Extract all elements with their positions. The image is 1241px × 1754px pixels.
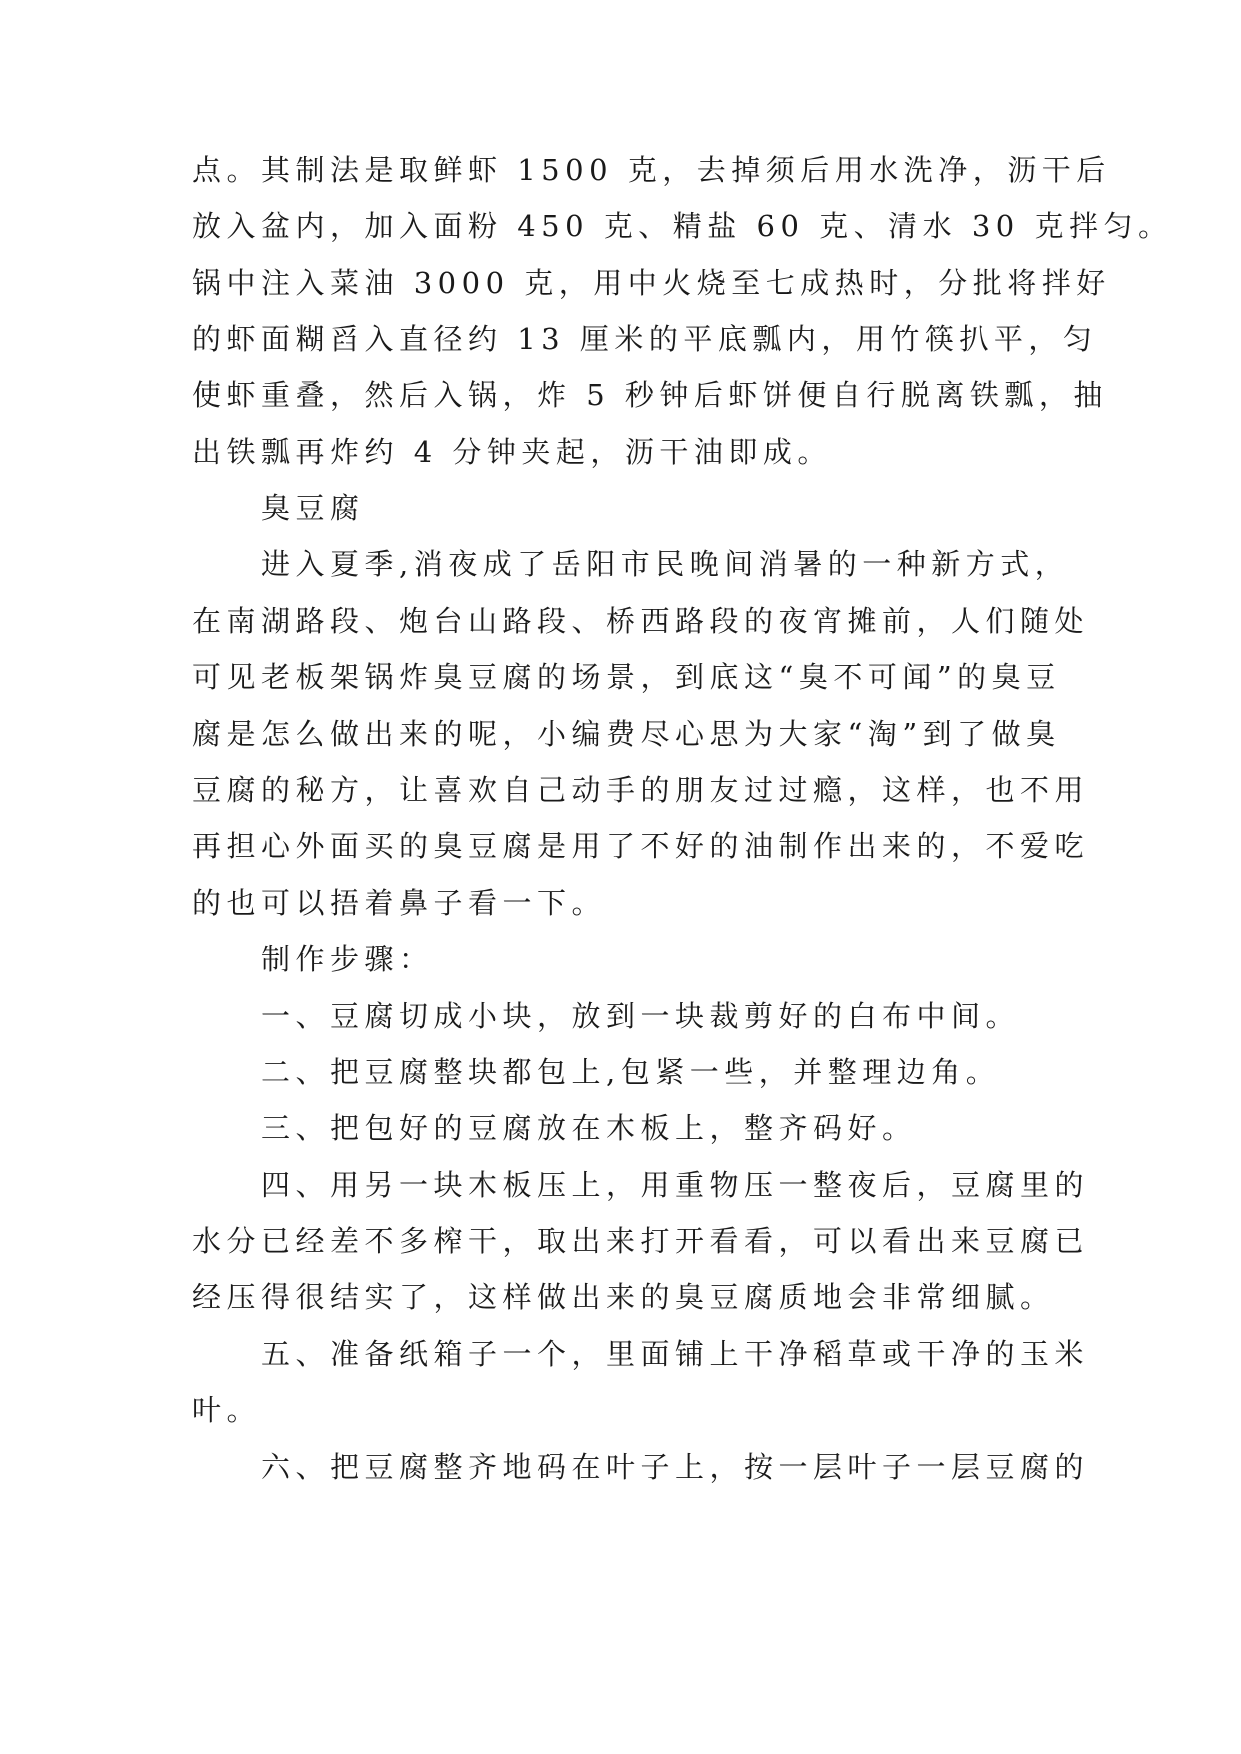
text-line: 腐是怎么做出来的呢，小编费尽心思为大家“淘”到了做臭: [192, 717, 1061, 751]
text-line: 四、用另一块木板压上，用重物压一整夜后，豆腐里的: [192, 1168, 1090, 1202]
text-line: 五、准备纸箱子一个，里面铺上干净稻草或干净的玉米: [192, 1337, 1090, 1371]
text-line: 点。其制法是取鲜虾 1500 克，去掉须后用水洗净，沥干后: [192, 153, 1111, 187]
steps-heading-text: 制作步骤：: [192, 942, 434, 976]
section-heading: 臭豆腐: [192, 491, 365, 525]
text-line: 叶。: [192, 1393, 262, 1427]
text-line: 可见老板架锅炸臭豆腐的场景，到底这“臭不可闻”的臭豆: [192, 660, 1061, 694]
text-line: 经压得很结实了，这样做出来的臭豆腐质地会非常细腻。: [192, 1280, 1055, 1314]
text-line: 的虾面糊舀入直径约 13 厘米的平底瓢内，用竹筷扒平，匀: [192, 322, 1098, 356]
text-line: 在南湖路段、炮台山路段、桥西路段的夜宵摊前，人们随处: [192, 604, 1090, 638]
text-line: 放入盆内，加入面粉 450 克、精盐 60 克、清水 30 克拌匀。: [192, 209, 1173, 243]
text-line: 豆腐的秘方，让喜欢自己动手的朋友过过瘾，这样，也不用: [192, 773, 1090, 807]
text-line: 水分已经差不多榨干，取出来打开看看，可以看出来豆腐已: [192, 1224, 1090, 1258]
text-line: 进入夏季,消夜成了岳阳市民晚间消暑的一种新方式，: [192, 547, 1070, 581]
text-line: 使虾重叠，然后入锅，炸 5 秒钟后虾饼便自行脱离铁瓢，抽: [192, 378, 1108, 412]
text-line: 锅中注入菜油 3000 克，用中火烧至七成热时，分批将拌好: [192, 266, 1111, 300]
text-line: 再担心外面买的臭豆腐是用了不好的油制作出来的，不爱吃: [192, 829, 1090, 863]
text-line: 的也可以捂着鼻子看一下。: [192, 886, 607, 920]
text-line: 二、把豆腐整块都包上,包紧一些，并整理边角。: [192, 1055, 1001, 1089]
text-line: 出铁瓢再炸约 4 分钟夹起，沥干油即成。: [192, 435, 832, 469]
text-line: 一、豆腐切成小块，放到一块裁剪好的白布中间。: [192, 999, 1021, 1033]
text-line: 六、把豆腐整齐地码在叶子上，按一层叶子一层豆腐的: [192, 1450, 1090, 1484]
text-line: 三、把包好的豆腐放在木板上，整齐码好。: [192, 1111, 917, 1145]
